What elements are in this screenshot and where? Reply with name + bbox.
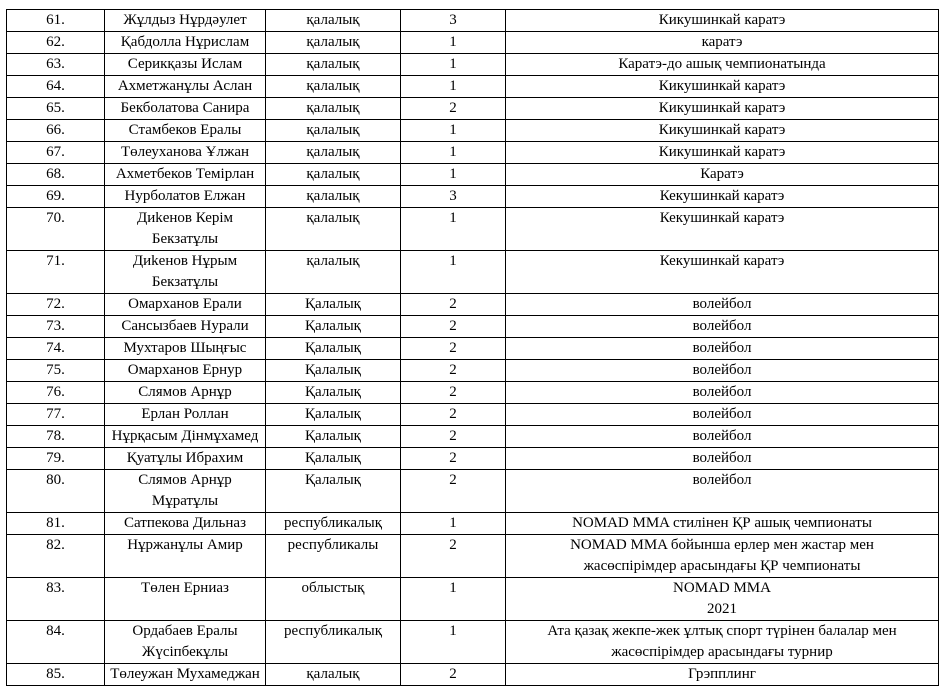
competition-level-cell: Қалалық [266, 426, 401, 448]
row-number-cell: 63. [7, 54, 105, 76]
event-name-cell: Кикушинкай каратэ [506, 120, 939, 142]
competition-level-cell: Қалалық [266, 448, 401, 470]
participant-name-cell: Нұрқасым Дінмұхамед [105, 426, 266, 448]
competition-level-cell: қалалық [266, 120, 401, 142]
event-name-cell: Кикушинкай каратэ [506, 98, 939, 120]
event-name-cell: Кекушинкай каратэ [506, 208, 939, 251]
competition-level-cell: республикалық [266, 621, 401, 664]
participant-name-cell: Сансызбаев Нурали [105, 316, 266, 338]
place-cell: 1 [401, 54, 506, 76]
row-number-cell: 73. [7, 316, 105, 338]
table-row [7, 316, 939, 338]
row-number-cell: 62. [7, 32, 105, 54]
row-number-cell: 79. [7, 448, 105, 470]
participant-name-cell: Қуатұлы Ибрахим [105, 448, 266, 470]
event-name-cell: Кикушинкай каратэ [506, 76, 939, 98]
row-number-cell: 75. [7, 360, 105, 382]
row-number-cell: 61. [7, 10, 105, 32]
table-row [7, 32, 939, 54]
row-number-cell: 84. [7, 621, 105, 664]
participant-name-cell: Омарханов Ерали [105, 294, 266, 316]
table-row [7, 54, 939, 76]
event-name-cell: волейбол [506, 316, 939, 338]
row-number-cell: 71. [7, 251, 105, 294]
event-name-cell: волейбол [506, 470, 939, 513]
row-number-cell: 82. [7, 535, 105, 578]
place-cell: 2 [401, 316, 506, 338]
table-row [7, 448, 939, 470]
place-cell: 1 [401, 76, 506, 98]
participant-name-cell: Ахметжанұлы Аслан [105, 76, 266, 98]
participant-name-cell: Диkенов Керім Бекзатұлы [105, 208, 266, 251]
participant-name-cell: Нурболатов Елжан [105, 186, 266, 208]
competition-level-cell: қалалық [266, 76, 401, 98]
table-row [7, 470, 939, 513]
row-number-cell: 76. [7, 382, 105, 404]
competition-level-cell: қалалық [266, 664, 401, 686]
participant-name-cell: Диkенов Нұрым Бекзатұлы [105, 251, 266, 294]
place-cell: 1 [401, 208, 506, 251]
table-row [7, 426, 939, 448]
row-number-cell: 64. [7, 76, 105, 98]
place-cell: 1 [401, 251, 506, 294]
table-row [7, 382, 939, 404]
row-number-cell: 77. [7, 404, 105, 426]
participant-name-cell: Ордабаев Ералы Жүсіпбекұлы [105, 621, 266, 664]
table-row [7, 98, 939, 120]
table-row [7, 513, 939, 535]
participant-name-cell: Төлеуханова Ұлжан [105, 142, 266, 164]
participant-name-cell: Ахметбеков Темірлан [105, 164, 266, 186]
event-name-cell: волейбол [506, 404, 939, 426]
place-cell: 3 [401, 186, 506, 208]
table-row [7, 621, 939, 664]
competition-level-cell: қалалық [266, 10, 401, 32]
event-name-cell: NOMAD MMA бойынша ерлер мен жастар мен жасөспірімдер арасындағы ҚР чемпионаты [506, 535, 939, 578]
competition-level-cell: республикалық [266, 513, 401, 535]
table-row [7, 664, 939, 686]
row-number-cell: 68. [7, 164, 105, 186]
row-number-cell: 85. [7, 664, 105, 686]
table-row [7, 142, 939, 164]
participant-name-cell: Сатпекова Дильназ [105, 513, 266, 535]
competition-level-cell: Қалалық [266, 470, 401, 513]
table-row [7, 535, 939, 578]
competition-level-cell: Қалалық [266, 294, 401, 316]
table-row [7, 294, 939, 316]
competition-level-cell: қалалық [266, 142, 401, 164]
event-name-cell: Ата қазақ жекпе-жек ұлтық спорт түрінен балалар мен жасөспірімдер арасындағы турнир [506, 621, 939, 664]
table-body [7, 10, 939, 686]
row-number-cell: 74. [7, 338, 105, 360]
event-name-cell: каратэ [506, 32, 939, 54]
competition-level-cell: Қалалық [266, 316, 401, 338]
participant-name-cell: Стамбеков Ералы [105, 120, 266, 142]
place-cell: 1 [401, 32, 506, 54]
event-name-cell: NOMAD MMA стилінен ҚР ашық чемпионаты [506, 513, 939, 535]
row-number-cell: 72. [7, 294, 105, 316]
row-number-cell: 83. [7, 578, 105, 621]
table-row [7, 208, 939, 251]
participant-name-cell: Ерлан Роллан [105, 404, 266, 426]
table-row [7, 164, 939, 186]
table-row [7, 76, 939, 98]
competition-level-cell: қалалық [266, 186, 401, 208]
place-cell: 2 [401, 448, 506, 470]
participant-name-cell: Төлен Ерниаз [105, 578, 266, 621]
table-row [7, 578, 939, 621]
row-number-cell: 65. [7, 98, 105, 120]
participant-name-cell: Жұлдыз Нұрдәулет [105, 10, 266, 32]
row-number-cell: 67. [7, 142, 105, 164]
row-number-cell: 69. [7, 186, 105, 208]
table-row [7, 10, 939, 32]
event-name-cell: Кекушинкай каратэ [506, 251, 939, 294]
event-name-cell: NOMAD MMA 2021 [506, 578, 939, 621]
competition-level-cell: қалалық [266, 208, 401, 251]
row-number-cell: 78. [7, 426, 105, 448]
event-name-cell: волейбол [506, 382, 939, 404]
place-cell: 2 [401, 382, 506, 404]
table-row [7, 404, 939, 426]
place-cell: 2 [401, 98, 506, 120]
competition-level-cell: қалалық [266, 98, 401, 120]
participant-name-cell: Төлеужан Мухамеджан [105, 664, 266, 686]
competition-level-cell: Қалалық [266, 338, 401, 360]
table-row [7, 360, 939, 382]
place-cell: 2 [401, 338, 506, 360]
competition-level-cell: Қалалық [266, 404, 401, 426]
competition-level-cell: республикалы [266, 535, 401, 578]
place-cell: 1 [401, 578, 506, 621]
competition-level-cell: Қалалық [266, 382, 401, 404]
participant-name-cell: Мухтаров Шыңғыс [105, 338, 266, 360]
table-row [7, 120, 939, 142]
place-cell: 2 [401, 535, 506, 578]
event-name-cell: волейбол [506, 426, 939, 448]
table-row [7, 338, 939, 360]
event-name-cell: Кикушинкай каратэ [506, 142, 939, 164]
place-cell: 2 [401, 404, 506, 426]
participant-name-cell: Серикқазы Ислам [105, 54, 266, 76]
participant-name-cell: Нұржанұлы Амир [105, 535, 266, 578]
place-cell: 2 [401, 360, 506, 382]
event-name-cell: волейбол [506, 448, 939, 470]
event-name-cell: волейбол [506, 338, 939, 360]
results-table [6, 9, 939, 686]
participant-name-cell: Омарханов Ернур [105, 360, 266, 382]
row-number-cell: 80. [7, 470, 105, 513]
competition-level-cell: Қалалық [266, 360, 401, 382]
place-cell: 2 [401, 426, 506, 448]
place-cell: 2 [401, 294, 506, 316]
event-name-cell: Грэпплинг [506, 664, 939, 686]
place-cell: 1 [401, 621, 506, 664]
competition-level-cell: қалалық [266, 54, 401, 76]
event-name-cell: волейбол [506, 294, 939, 316]
place-cell: 2 [401, 470, 506, 513]
participant-name-cell: Бекболатова Санира [105, 98, 266, 120]
row-number-cell: 66. [7, 120, 105, 142]
event-name-cell: Кикушинкай каратэ [506, 10, 939, 32]
participant-name-cell: Қабдолла Нұрислам [105, 32, 266, 54]
participant-name-cell: Слямов Арнұр [105, 382, 266, 404]
competition-level-cell: қалалық [266, 251, 401, 294]
place-cell: 1 [401, 513, 506, 535]
event-name-cell: Каратэ [506, 164, 939, 186]
place-cell: 2 [401, 664, 506, 686]
place-cell: 1 [401, 142, 506, 164]
place-cell: 1 [401, 164, 506, 186]
table-row [7, 186, 939, 208]
event-name-cell: волейбол [506, 360, 939, 382]
place-cell: 1 [401, 120, 506, 142]
competition-level-cell: облыстық [266, 578, 401, 621]
place-cell: 3 [401, 10, 506, 32]
row-number-cell: 81. [7, 513, 105, 535]
event-name-cell: Каратэ-до ашық чемпионатында [506, 54, 939, 76]
table-row [7, 251, 939, 294]
row-number-cell: 70. [7, 208, 105, 251]
participant-name-cell: Слямов Арнұр Мұратұлы [105, 470, 266, 513]
competition-level-cell: қалалық [266, 32, 401, 54]
event-name-cell: Кекушинкай каратэ [506, 186, 939, 208]
competition-level-cell: қалалық [266, 164, 401, 186]
